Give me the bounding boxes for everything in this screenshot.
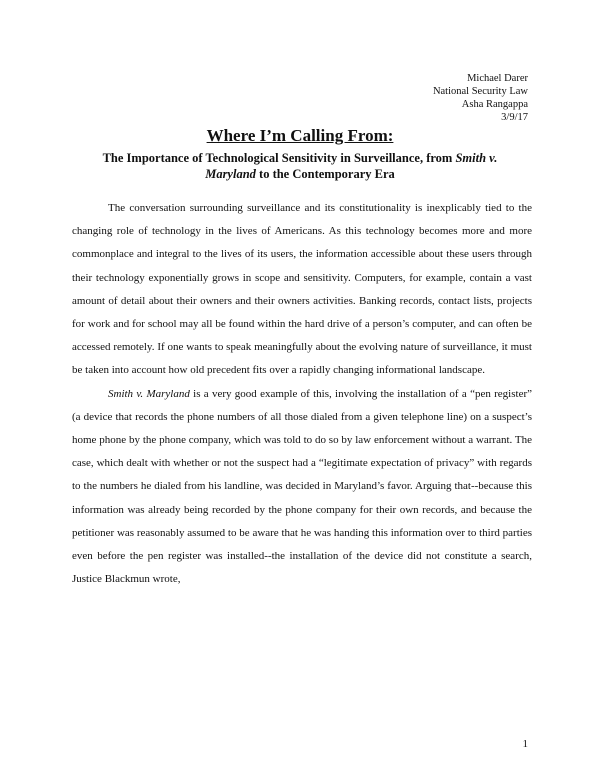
paragraph-2 <box>72 383 532 592</box>
subtitle-part-1: The Importance of Technological Sensitivity in Surveillance, from <box>102 151 456 165</box>
document-subtitle <box>100 150 500 182</box>
subtitle-part-2: to the Contemporary Era <box>255 167 395 181</box>
paragraph-1: The conversation surrounding surveillance and its constitutionality is inexplicably tied to the changing role of technology in the lives of Americans. As this technology becomes more and more commonplace and integral to the lives of its users, the information accessible about these users through their technology exponentially grows in scope and sensitivity. Computers, for example, contain a vast amount of detail about their owners and their owners activities. Banking records, contact lists, projects for work and for school may all be found within the hard drive of a person’s computer, and can often be accessed remotely. If one wants to speak meaningfully about the evolving nature of surveillance, it must be taken into account how old precedent fits over a rapidly changing informational landscape. <box>72 202 532 377</box>
course-name: National Security Law <box>432 86 528 97</box>
document-title: Where I’m Calling From: <box>206 126 394 145</box>
paragraph-2-case-name: Smith v. Maryland <box>108 387 190 400</box>
paragraph-2-text: is a very good example of this, involving the installation of a “pen register” (a device that records the phone numbers of all those dialed from a given telephone line) on a suspect’s home phone by the phone company, which was told to do so by law enforcement without a warrant. The case, which dealt with whether or not the suspect had a “legitimate expectation of privacy” with regards to the numbers he dialed from his landline, was decided in Maryland’s favor. Arguing that--because this information was already being recorded by the phone company for their own records, and because the petitioner was reasonably assumed to be aware that he was handing this information over to third parties even before the pen register was installed--the installation of the device did not constitute a search, Justice Blackmun wrote, <box>72 387 532 586</box>
body-text <box>72 197 532 591</box>
professor-name: Asha Rangappa <box>461 99 528 110</box>
author-name: Michael Darer <box>467 73 528 84</box>
header-block <box>433 72 528 124</box>
page-number: 1 <box>522 738 528 750</box>
document-date: 3/9/17 <box>501 112 528 123</box>
subtitle-case-name: Smith v. Maryland <box>205 151 498 181</box>
